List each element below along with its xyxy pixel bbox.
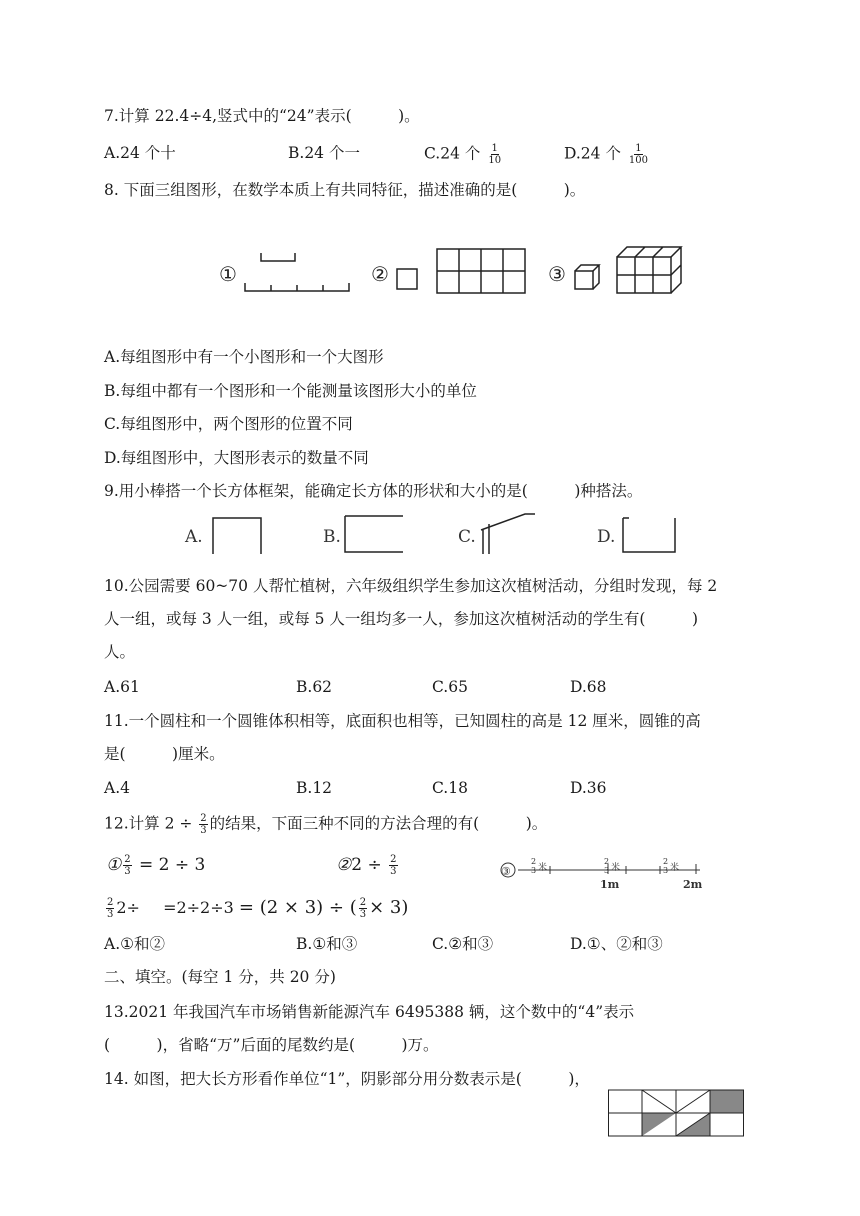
denominator: 3 <box>390 866 397 877</box>
method-3-label: ③ <box>501 865 511 878</box>
q7-option-c <box>424 143 504 166</box>
q12-stem-prefix: 12.计算 2 ÷ <box>104 814 193 833</box>
numerator: 2 <box>359 897 367 908</box>
seg2-unit: 米 <box>611 863 621 873</box>
q10-option-a: A.61 <box>104 678 140 696</box>
q7-option-c-fraction <box>487 143 502 166</box>
option-a-frame <box>213 518 261 554</box>
denominator: 3 <box>107 909 114 920</box>
q7-option-d-prefix: D.24 个 <box>564 144 621 163</box>
q12-option-a: A.①和② <box>104 935 166 953</box>
option-b-frame <box>345 516 403 552</box>
q8-option-b: B.每组中都有一个图形和一个能测量该图形大小的单位 <box>104 382 477 400</box>
seg2-den: 3 <box>604 866 610 875</box>
method-1-rest: = 2 ÷ 3 <box>139 855 206 875</box>
q9-label-d: D. <box>597 527 616 547</box>
small-segment <box>261 253 295 261</box>
q8-group2 <box>371 249 525 293</box>
section-2-title: 二、填空。(每空 1 分，共 20 分) <box>104 968 336 986</box>
q11-option-d: D.36 <box>570 779 607 797</box>
q14-line1: 14. 如图，把大长方形看作单位“1”，阴影部分用分数表示是( )， <box>104 1070 590 1088</box>
q9-label-a: A. <box>185 527 203 547</box>
seg3-den: 3 <box>663 866 669 875</box>
long-segment <box>245 283 349 291</box>
q11-line1: 11.一个圆柱和一个圆锥体积相等，底面积也相等，已知圆柱的高是 12 厘米，圆锥的高 <box>104 712 701 730</box>
q8-figure <box>215 235 685 305</box>
q9-stem: 9.用小棒搭一个长方体框架，能确定长方体的形状和大小的是( )种搭法。 <box>104 482 643 500</box>
q13-line1: 13.2021 年我国汽车市场销售新能源汽车 6495388 辆，这个数中的“4”表示 <box>104 1003 635 1021</box>
q10-option-c: C.65 <box>432 678 468 696</box>
method-1-label: ① <box>106 855 122 875</box>
seg1-unit: 米 <box>538 863 548 873</box>
q12-stem-fraction <box>199 813 207 836</box>
q12-method-3-numberline <box>500 856 710 896</box>
q8-label-2: ② <box>371 262 389 286</box>
q12-option-d: D.①、②和③ <box>570 935 663 953</box>
seg1-den: 3 <box>531 866 537 875</box>
q9-label-b: B. <box>323 527 341 547</box>
row2-b: =2÷2÷3 <box>163 898 234 917</box>
q8-group3 <box>548 247 681 293</box>
q12-row2 <box>104 897 408 920</box>
q7-option-b: B.24 个一 <box>288 144 360 162</box>
q9-figure <box>185 510 685 558</box>
tick-1m: 1m <box>600 878 620 891</box>
denominator: 3 <box>200 825 207 836</box>
row2-fraction <box>106 897 114 920</box>
small-cube-front <box>575 271 593 289</box>
small-square <box>397 269 417 289</box>
numerator: 2 <box>124 854 131 865</box>
q14-figure <box>608 1089 744 1139</box>
numerator: 1 <box>635 143 642 154</box>
option-d-frame <box>623 518 675 552</box>
q10-option-d: D.68 <box>570 678 607 696</box>
seg2-num: 2 <box>604 857 610 866</box>
row2-c: = (2 × 3) ÷ ( <box>238 897 357 918</box>
q8-option-a: A.每组图形中有一个小图形和一个大图形 <box>104 348 384 366</box>
q7-option-a: A.24 个十 <box>104 144 176 162</box>
method-2-prefix: 2 ÷ <box>351 855 382 875</box>
numerator: 2 <box>200 813 207 824</box>
option-c-frame <box>481 514 535 554</box>
q8-label-3: ③ <box>548 262 566 286</box>
q11-option-b: B.12 <box>296 779 333 797</box>
q12-method-2 <box>336 854 400 877</box>
row2-fraction-2 <box>359 897 367 920</box>
q7-stem: 7.计算 22.4÷4,竖式中的“24”表示( )。 <box>104 107 420 125</box>
q10-line3: 人。 <box>104 643 136 661</box>
q7-option-d <box>564 143 651 166</box>
q11-option-a: A.4 <box>104 779 130 797</box>
q12-stem <box>104 813 547 836</box>
method-2-label: ② <box>336 855 352 875</box>
q12-option-b: B.①和③ <box>296 935 358 953</box>
numerator: 1 <box>491 143 498 154</box>
q8-option-c: C.每组图形中，两个图形的位置不同 <box>104 415 353 433</box>
q11-option-c: C.18 <box>432 779 468 797</box>
q8-stem: 8. 下面三组图形，在数学本质上有共同特征，描述准确的是( )。 <box>104 181 586 199</box>
q12-stem-suffix: 的结果，下面三种不同的方法合理的有( )。 <box>209 814 548 833</box>
row2-a: 2÷ <box>116 898 140 917</box>
denominator: 10 <box>488 155 502 166</box>
q13-line2: ( )，省略“万”后面的尾数约是( )万。 <box>104 1036 439 1054</box>
numerator: 2 <box>107 897 114 908</box>
seg1-num: 2 <box>531 857 537 866</box>
q10-option-b: B.62 <box>296 678 333 696</box>
q7-option-d-fraction <box>628 143 649 166</box>
shaded-square <box>710 1090 743 1113</box>
small-cube-top-side <box>575 265 599 289</box>
q12-method-1 <box>106 854 205 877</box>
shaded-triangle-1 <box>642 1113 676 1136</box>
tick-2m: 2m <box>683 878 703 891</box>
q11-line2: 是( )厘米。 <box>104 745 225 763</box>
row2-d: × 3) <box>369 897 409 918</box>
q12-option-c: C.②和③ <box>432 935 494 953</box>
method-1-fraction <box>123 854 131 877</box>
seg3-unit: 米 <box>670 863 680 873</box>
denominator: 3 <box>359 909 367 920</box>
q10-line2: 人一组，或每 3 人一组，或每 5 人一组均多一人，参加这次植树活动的学生有( ) <box>104 610 699 628</box>
q9-label-c: C. <box>458 527 476 547</box>
q10-line1: 10.公园需要 60~70 人帮忙植树，六年级组织学生参加这次植树活动，分组时发现，每 2 <box>104 577 718 595</box>
q8-group1 <box>219 253 349 291</box>
denominator: 3 <box>124 866 131 877</box>
q8-label-1: ① <box>219 262 237 286</box>
denominator: 100 <box>628 155 648 166</box>
q8-option-d: D.每组图形中，大图形表示的数量不同 <box>104 449 369 467</box>
method-2-fraction <box>389 854 397 877</box>
q7-option-c-prefix: C.24 个 <box>424 144 481 163</box>
numerator: 2 <box>390 854 397 865</box>
seg3-num: 2 <box>663 857 669 866</box>
